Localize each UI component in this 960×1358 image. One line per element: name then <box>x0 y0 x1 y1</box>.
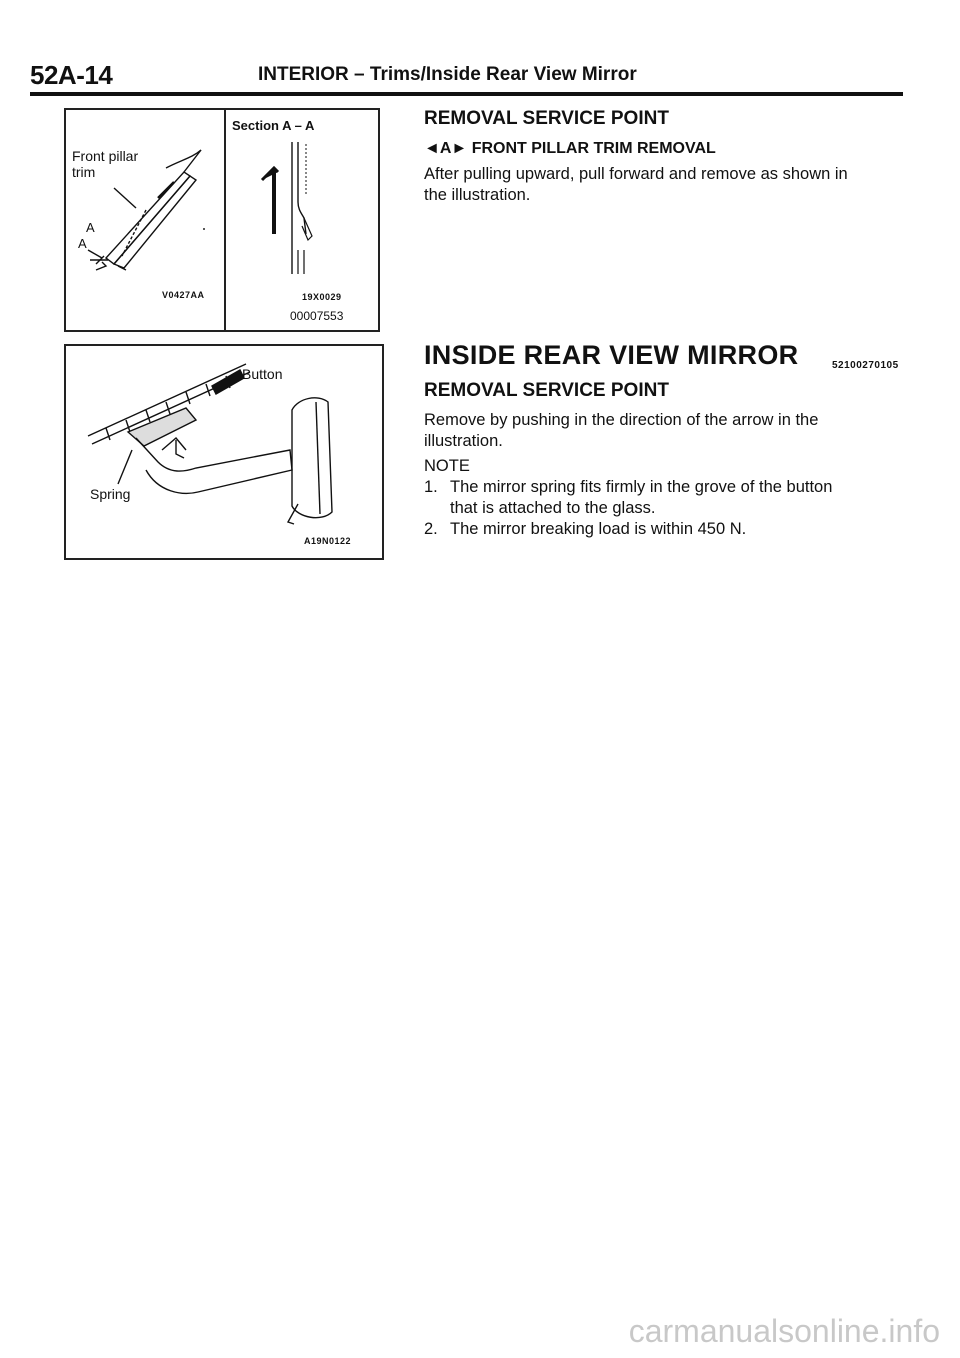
label-a-2: A <box>78 236 87 251</box>
section1-subheading: ◄A► FRONT PILLAR TRIM REMOVAL <box>424 140 716 157</box>
section2-body-line1: Remove by pushing in the direction of the arrow in the <box>424 411 819 429</box>
label-a-1: A <box>86 220 95 235</box>
note-item <box>424 477 904 519</box>
header-rule <box>30 92 903 96</box>
note-text-line2: that is attached to the glass. <box>450 499 656 517</box>
mirror-illustration <box>66 346 382 558</box>
note-text-line1: The mirror breaking load is within 450 N. <box>450 520 747 538</box>
section2-body-line2: illustration. <box>424 432 503 450</box>
note-item <box>424 519 904 540</box>
section2-code: 52100270105 <box>832 360 899 371</box>
page-title: INTERIOR – Trims/Inside Rear View Mirror <box>258 64 637 85</box>
figure-code-mirror: A19N0122 <box>304 536 352 546</box>
section1-body-line1: After pulling upward, pull forward and remove as shown in <box>424 165 848 183</box>
label-button: Button <box>242 366 283 382</box>
label-spring: Spring <box>90 486 131 502</box>
figure-code-left: V0427AA <box>162 290 205 300</box>
figure-rear-view-mirror <box>64 344 384 560</box>
figure-ref-number: 00007553 <box>290 309 344 323</box>
section2-title: INSIDE REAR VIEW MIRROR <box>424 340 799 370</box>
service-point-marker: ◄A► <box>424 140 468 157</box>
figure-code-right: 19X0029 <box>302 292 342 302</box>
section1-body-line2: the illustration. <box>424 186 531 204</box>
note-number: 2. <box>424 520 438 538</box>
label-front-pillar: Front pillar <box>72 148 139 164</box>
note-number: 1. <box>424 478 438 496</box>
section1-heading: REMOVAL SERVICE POINT <box>424 108 669 129</box>
page-number: 52A-14 <box>30 60 113 90</box>
watermark: carmanualsonline.info <box>628 1313 940 1349</box>
note-label: NOTE <box>424 457 470 475</box>
label-trim: trim <box>72 164 96 180</box>
section2-heading: REMOVAL SERVICE POINT <box>424 380 669 401</box>
section-a-a-title: Section A – A <box>232 118 315 133</box>
page-header <box>30 60 900 88</box>
figure-front-pillar-trim <box>64 108 380 332</box>
note-text-line1: The mirror spring fits firmly in the grove of the button <box>450 478 833 496</box>
